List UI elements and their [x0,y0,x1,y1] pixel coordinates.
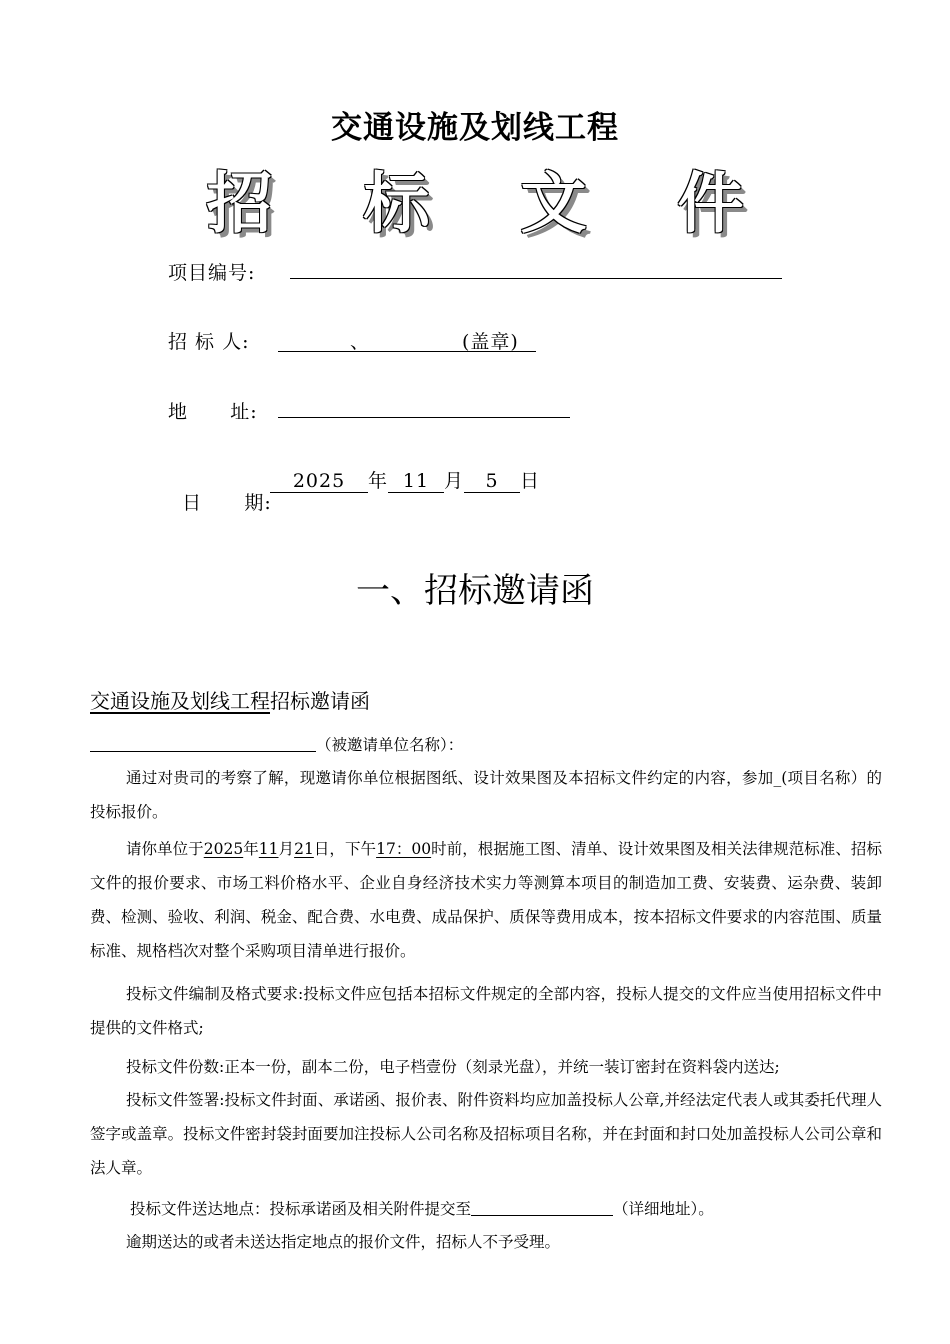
date-month-unit: 月 [444,470,465,492]
invitation-title-rest: 招标邀请函 [270,689,370,713]
deadline-prefix: 请你单位于 [126,840,204,858]
project-number-label: 项目编号: [168,262,256,284]
deadline-day-unit: 日，下午 [313,840,377,858]
recipient-blank [90,733,316,752]
tenderer-blank [278,327,536,352]
tenderer-seal: (盖章) [462,331,519,353]
date-label: 日 期: [182,492,272,514]
deadline-year-unit: 年 [243,840,259,858]
date-month: 11 [388,470,444,493]
address-label: 地 址: [168,401,258,423]
address-field [168,397,258,424]
project-number-blank [290,256,782,279]
cover-main-title: 招 标 文 件 [206,164,778,242]
paragraph-copies: 投标文件份数:正本一份，副本二份，电子档壹份（刻录光盘），并统一装订密封在资料袋内送达; [126,1058,780,1076]
date-field [168,466,272,515]
paragraph-late: 逾期送达的或者未送达指定地点的报价文件，招标人不予受理。 [126,1233,561,1251]
deadline-month: 11 [258,840,279,858]
deadline-year: 2025 [203,840,244,858]
delivery-prefix: 投标文件送达地点：投标承诺函及相关附件提交至 [130,1200,472,1218]
date-day: 5 [464,470,520,493]
paragraph-signing: 投标文件签署:投标文件封面、承诺函、报价表、附件资料均应加盖投标人公章,并经法定代表人或其委托代理人签字或盖章。投标文件密封袋封面要加注投标人公司名称及招标项目名称，并在封面和封口处加盖投标人公司公章和法人章。 [90,1091,882,1177]
deadline-month-unit: 月 [278,840,295,858]
tenderer-separator: 、 [350,331,371,353]
cover-subtitle: 交通设施及划线工程 [331,110,619,146]
recipient-hint: （被邀请单位名称）： [316,736,464,754]
paragraph-invitation: 通过对贵司的考察了解，现邀请你单位根据图纸、设计效果图及本招标文件约定的内容，参加_(项目名称）的投标报价。 [90,769,882,821]
deadline-day: 21 [294,840,314,858]
tenderer-label: 招 标 人: [168,331,250,353]
deadline-time: 17：00 [376,840,432,858]
recipient-line [90,728,463,762]
tenderer-field [168,327,249,354]
paragraph-format: 投标文件编制及格式要求:投标文件应包括本招标文件规定的全部内容，投标人提交的文件应当使用招标文件中提供的文件格式; [90,985,882,1037]
address-blank [278,395,570,418]
paragraph-delivery [90,1192,714,1226]
delivery-suffix: （详细地址）。 [613,1200,714,1218]
invitation-title-project: 交通设施及划线工程 [90,689,270,713]
paragraph-deadline [90,832,882,968]
date-year-unit: 年 [368,470,389,492]
delivery-address-blank [471,1197,613,1216]
project-number-field [168,258,255,285]
section-title: 一、招标邀请函 [356,571,594,611]
date-year: 2025 [270,470,368,493]
invitation-title [90,685,370,714]
deadline-rest: 时前，根据施工图、清单、设计效果图及相关法律规范标准、招标文件的报价要求、市场工料价格水平、企业自身经济技术实力等测算本项目的制造加工费、安装费、运杂费、装卸费、检测、验收、利润、税金、配合费、水电费、成品保护、质保等费用成本，按本招标文件要求的内容范围、质量标准、规格档次对整个采购项目清单进行报价。 [90,840,882,960]
date-day-unit: 日 [520,470,541,492]
date-values [270,466,540,493]
